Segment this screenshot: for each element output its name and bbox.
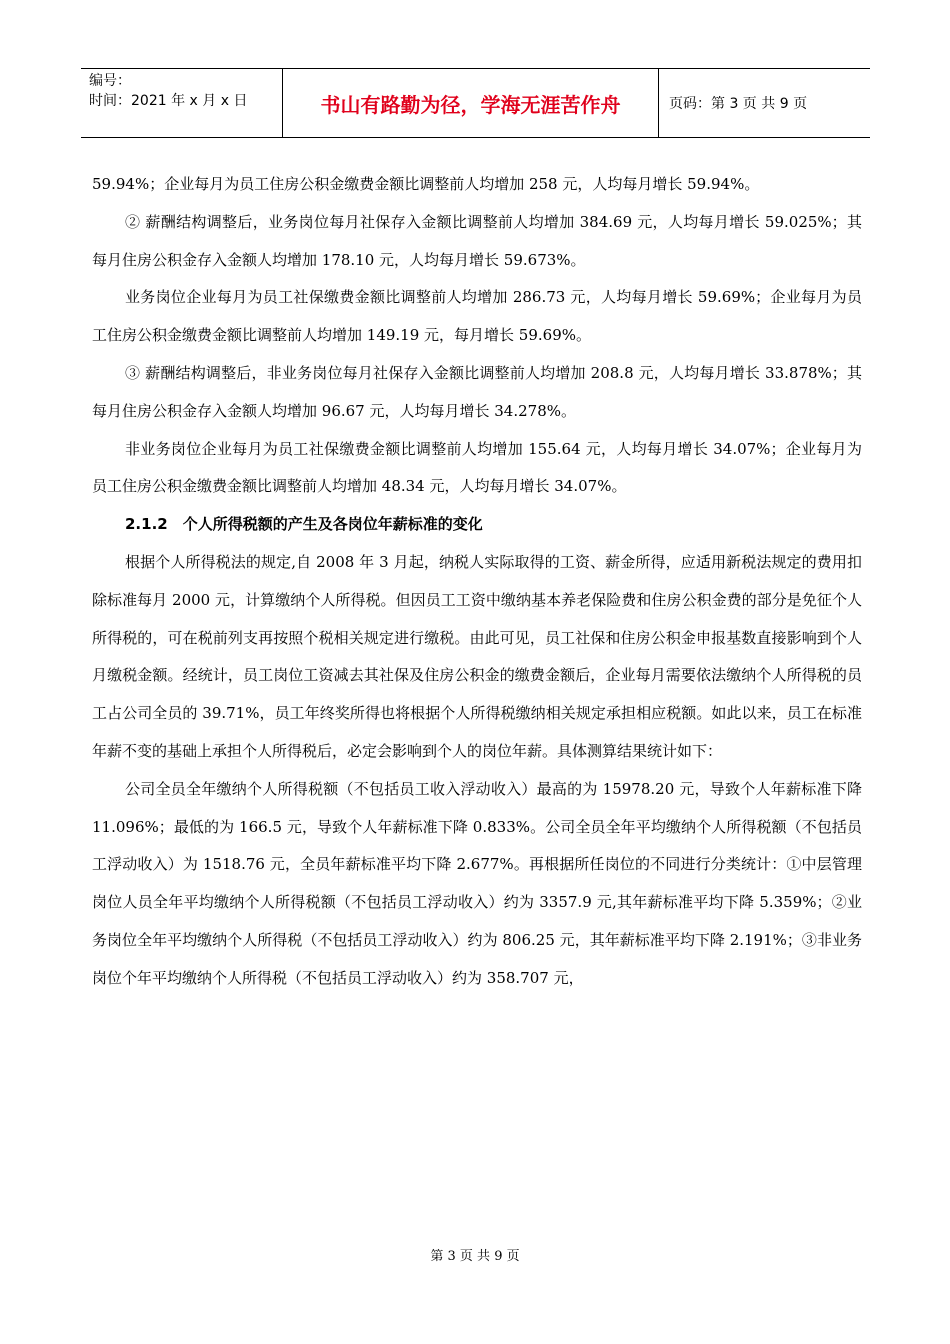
document-time-label: 时间：2021 年 x 月 x 日 bbox=[89, 93, 248, 109]
header-meta bbox=[81, 69, 283, 137]
header-page-number: 页码：第 3 页 共 9 页 bbox=[669, 96, 808, 112]
page-header bbox=[81, 68, 870, 138]
body-paragraph: 公司全员全年缴纳个人所得税额（不包括员工收入浮动收入）最高的为 15978.20 元，导致个人年薪标准下降 11.096%；最低的为 166.5 元，导致个人年薪标准下降 0.833%。公司全员全年平均缴纳个人所得税额（不包括员工浮动收入）为 1518.76 元，全员年薪标准平均下降 2.677%。再根据所任岗位的不同进行分类统计：①中层管理岗位人员全年平均缴纳个人所得税额（不包括员工浮动收入）约为 3357.9 元,其年薪标准平均下降 5.359%；②业务岗位全年平均缴纳个人所得税（不包括员工浮动收入）约为 806.25 元，其年薪标准平均下降 2.191%；③非业务岗位个年平均缴纳个人所得税（不包括员工浮动收入）约为 358.707 元， bbox=[92, 779, 862, 987]
body-paragraph: 非业务岗位企业每月为员工社保缴费金额比调整前人均增加 155.64 元，人均每月增长 34.07%；企业每月为员工住房公积金缴费金额比调整前人均增加 48.34 元，人均每月增长 34.07%。 bbox=[92, 439, 862, 496]
document-number-label: 编号： bbox=[89, 73, 131, 89]
body-paragraph: 59.94%；企业每月为员工住房公积金缴费金额比调整前人均增加 258 元，人均每月增长 59.94%。 bbox=[92, 175, 760, 193]
section-heading: 2.1.2 个人所得税额的产生及各岗位年薪标准的变化 bbox=[125, 515, 483, 534]
body-paragraph: ③ 薪酬结构调整后，非业务岗位每月社保存入金额比调整前人均增加 208.8 元，人均每月增长 33.878%；其每月住房公积金存入金额人均增加 96.67 元，人均每月增长 34.278%。 bbox=[92, 363, 862, 420]
document-body bbox=[92, 166, 862, 998]
body-paragraph: 业务岗位企业每月为员工社保缴费金额比调整前人均增加 286.73 元，人均每月增长 59.69%；企业每月为员工住房公积金缴费金额比调整前人均增加 149.19 元，每月增长 59.69%。 bbox=[92, 288, 862, 345]
body-paragraph: ② 薪酬结构调整后，业务岗位每月社保存入金额比调整前人均增加 384.69 元，人均每月增长 59.025%；其每月住房公积金存入金额人均增加 178.10 元，人均每月增长 59.673%。 bbox=[92, 212, 862, 269]
page-footer: 第 3 页 共 9 页 bbox=[430, 1249, 520, 1264]
body-paragraph: 根据个人所得税法的规定,自 2008 年 3 月起，纳税人实际取得的工资、薪金所得，应适用新税法规定的费用扣除标准每月 2000 元，计算缴纳个人所得税。但因员工工资中缴纳基本养老保险费和住房公积金费的部分是免征个人所得税的，可在税前列支再按照个税相关规定进行缴税。由此可见，员工社保和住房公积金申报基数直接影响到个人月缴税金额。经统计，员工岗位工资减去其社保及住房公积金的缴费金额后，企业每月需要依法缴纳个人所得税的员工占公司全员的 39.71%，员工年终奖所得也将根据个人所得税缴纳相关规定承担相应税额。如此以来，员工在标准年薪不变的基础上承担个人所得税后，必定会影响到个人的岗位年薪。具体测算结果统计如下： bbox=[92, 552, 862, 760]
header-motto: 书山有路勤为径，学海无涯苦作舟 bbox=[283, 69, 659, 137]
